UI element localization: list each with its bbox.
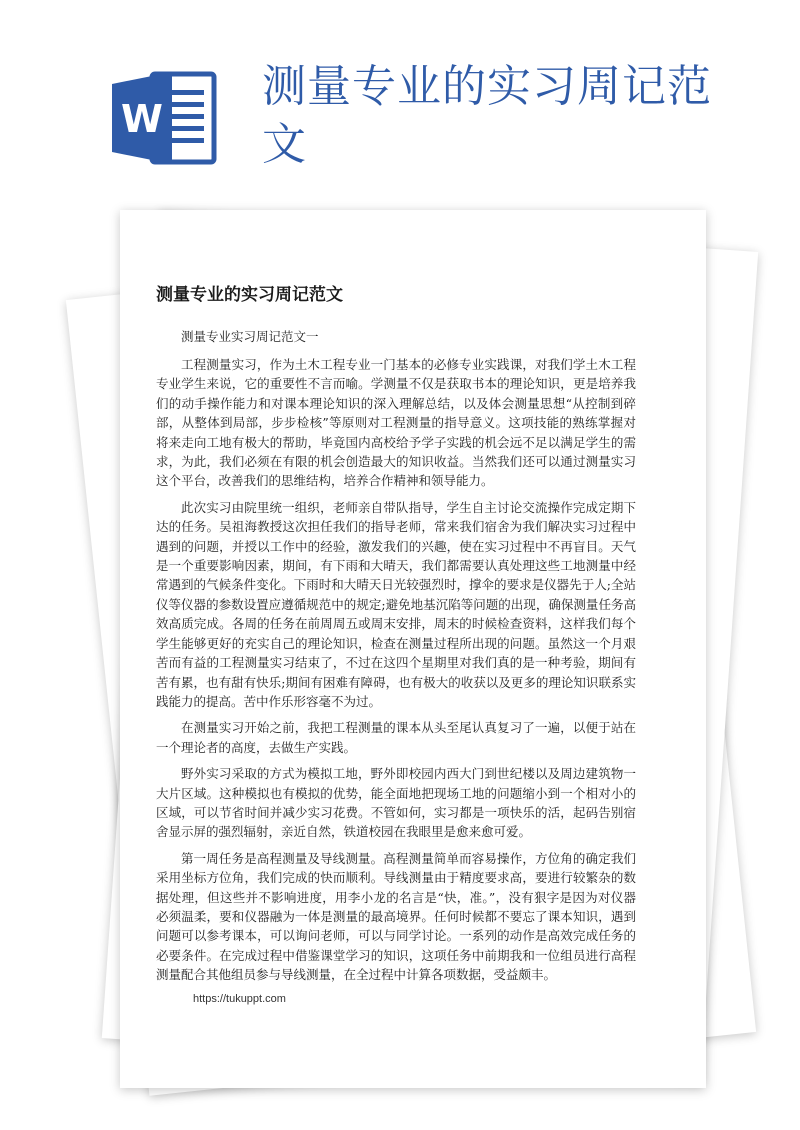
paragraph: 此次实习由院里统一组织，老师亲自带队指导，学生自主讨论交流操作完成定期下达的任务。吴祖海教授这次担任我们的指导老师，常来我们宿舍为我们解决实习过程中遇到的问题，并授以工作中的经验，激发我们的兴趣，使在实习过程中不再盲目。天气是一个重要影响因素，期间，有下雨和大晴天，我们都需要认真处理这些工地测量中经常遇到的气候条件变化。下雨时和大晴天日光较强烈时，撑伞的要求是仪器先于人;全站仪等仪器的参数设置应遵循规范中的规定;避免地基沉陷等问题的出现，确保测量任务高效高质完成。各周的任务在前周周五或周末安排，周末的时候检查资料，这样我们每个学生能够更好的充实自己的理论知识，检查在测量过程所出现的问题。虽然这一个月艰苦而有益的工程测量实习结束了，不过在这四个星期里对我们真的是一种考验，期间有苦有累，也有甜有快乐;期间有困难有障碍，也有极大的收获以及更多的理论知识联系实践能力的提高。苦中作乐形容毫不为过。	[156, 499, 636, 709]
page-title: 测量专业的实习周记范文	[262, 61, 712, 170]
paragraph: 在测量实习开始之前，我把工程测量的课本从头至尾认真复习了一遍，以便于站在一个理论者的高度，去做生产实践。	[156, 720, 636, 755]
footer-url: https://tukuppt.com	[193, 993, 286, 1005]
document-body	[156, 262, 636, 992]
paragraph: 工程测量实习，作为土木工程专业一门基本的必修专业实践课，对我们学土木工程专业学生来说，它的重要性不言而喻。学测量不仅是获取书本的理论知识，更是培养我们的动手操作能力和对课本理论知识的深入理解总结，以及体会测量思想“从控制到碎部，从整体到局部，步步检核”等原则对工程测量的指导意义。这项技能的熟练掌握对将来走向工地有极大的帮助，毕竟国内高校给予学子实践的机会远不足以满足学生的需求，为此，我们必须在有限的机会创造最大的知识收益。当然我们还可以通过测量实习这个平台，改善我们的思维结构，培养合作精神和领导能力。	[156, 357, 636, 489]
document-subtitle: 测量专业实习周记范文一	[181, 329, 319, 344]
paragraph: 第一周任务是高程测量及导线测量。高程测量简单而容易操作，方位角的确定我们采用坐标方位角，我们完成的快而顺利。导线测量由于精度要求高，要进行较繁杂的数据处理，但这些并不影响进度，用李小龙的名言是“快，准。”，没有狠字是因为对仪器必须温柔，要和仪器融为一体是测量的最高境界。任何时候都不要忘了课本知识，遇到问题可以参考课本，可以询问老师，可以与同学讨论。一系列的动作是高效完成任务的必要条件。在完成过程中借鉴课堂学习的知识，这项任务中前期我和一位组员进行高程测量配合其他组员参与导线测量，在全过程中计算各项数据，受益颇丰。	[156, 850, 636, 983]
paragraph: 野外实习采取的方式为模拟工地，野外即校园内西大门到世纪楼以及周边建筑物一大片区域。这种模拟也有模拟的优势，能全面地把现场工地的问题缩小到一个相对小的区域，可以节省时间并减少实习花费。不管如何，实习都是一项快乐的活，起码告别宿舍显示屏的强烈辐射，亲近自然，铁道校园在我眼里是愈来愈可爱。	[156, 766, 636, 840]
document-title: 测量专业的实习周记范文	[156, 285, 343, 305]
word-icon-letter: W	[121, 97, 163, 141]
word-document-icon	[112, 68, 222, 168]
